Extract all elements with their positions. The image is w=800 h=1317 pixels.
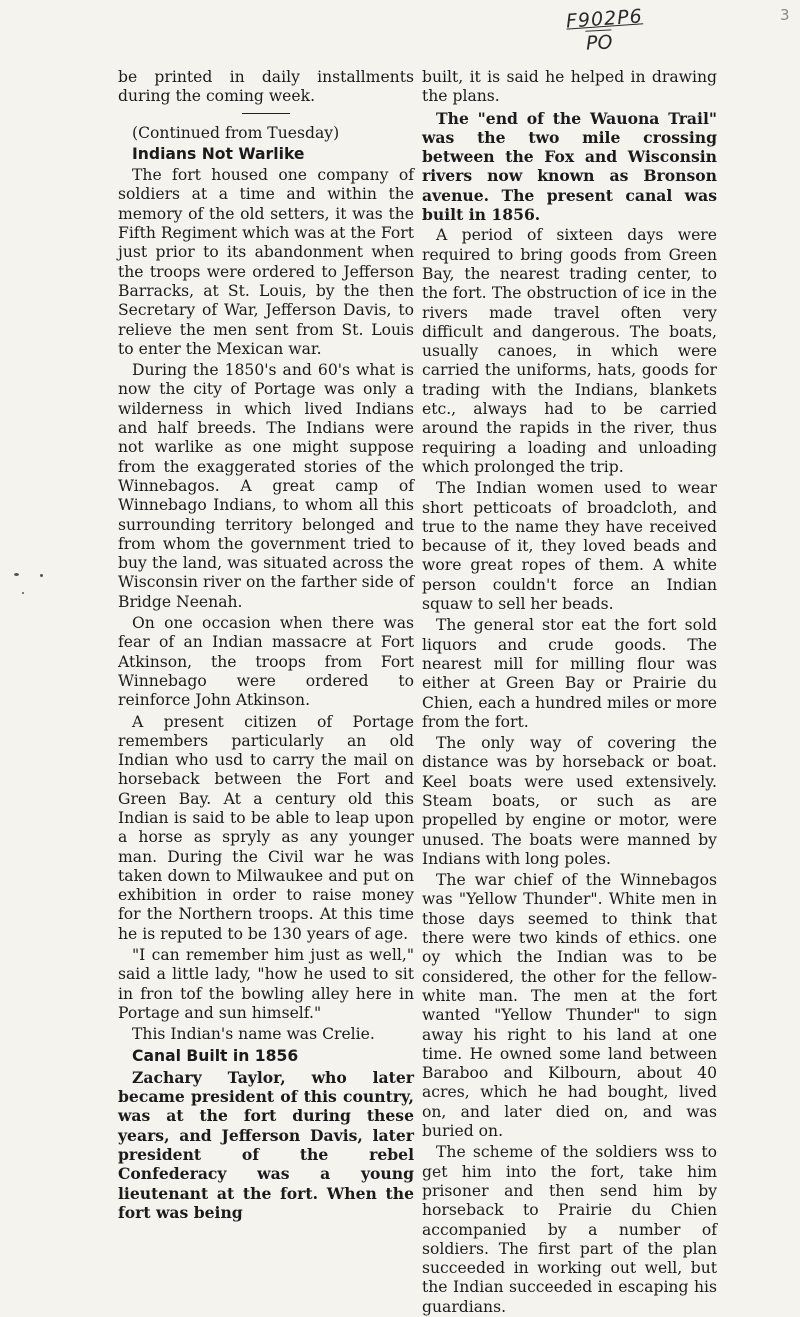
paragraph: On one occasion when there was fear of an Indian massacre at Fort Atkinson, the troops from Fort Winnebago were ordered to reinforce John Atkinson.: [118, 614, 414, 710]
stamp-line-2: PO: [585, 31, 614, 55]
right-column: [422, 68, 717, 1317]
paragraph: A period of sixteen days were required to bring goods from Green Bay, the nearest trading center, to the fort. The obstruction of ice in the rivers made travel often very difficult and dangerous. The boats, usually canoes, in which were carried the uniforms, hats, goods for trading with the Indians, blankets etc., always had to be carried around the rapids in the river, thus requiring a loading and unloading which prolonged the trip.: [422, 226, 717, 476]
subheading-indians-not-warlike: Indians Not Warlike: [132, 144, 305, 163]
stamp-line-1: F902P6: [565, 5, 644, 33]
intro-paragraph: be printed in daily installments during the coming week.: [118, 68, 414, 106]
paragraph: During the 1850's and 60's what is now the city of Portage was only a wilderness in which lived Indians and half breeds. The Indians were not warlike as one might suppose from the exaggerated stories of the Winnebagos. A great camp of Winnebago Indians, to whom all this surrounding territory belonged and from whom the government tried to buy the land, was situated across the Wisconsin river on the farther side of Bridge Neenah.: [118, 361, 414, 611]
continued-note: (Continued from Tuesday): [132, 123, 340, 142]
paragraph: The scheme of the soldiers wss to get him into the fort, take him prisoner and then send him by horseback to Prairie du Chien accompanied by a number of soldiers. The first part of the plan succeeded in working out well, but the Indian succeeded in escaping his guardians.: [422, 1143, 717, 1316]
paragraph: The only way of covering the distance was by horseback or boat. Keel boats were used extensively. Steam boats, or such as are propelled by engine or motor, were unused. The boats were manned by Indians with long poles.: [422, 734, 717, 868]
paragraph: The fort housed one company of soldiers at a time and within the memory of the old setters, it was the Fifth Regiment which was at the Fort just prior to its abandonment when the troops were ordered to Jefferson Barracks, at St. Louis, by the then Secretary of War, Jefferson Davis, to relieve the men sent from St. Louis to enter the Mexican war.: [118, 166, 414, 358]
subheading-canal-built: Canal Built in 1856: [132, 1046, 299, 1065]
corner-mark: 3: [780, 6, 790, 24]
paragraph: Zachary Taylor, who later became president of this country, was at the fort during these years, and Jefferson Davis, later president of the rebel Confederacy was a young lieutenant at the fort. When the fort was being: [118, 1067, 414, 1222]
margin-speck: [40, 574, 43, 577]
paragraph: The "end of the Wauona Trail" was the two mile crossing between the Fox and Wisconsin rivers now known as Bronson avenue. The present canal was built in 1856.: [422, 108, 717, 225]
archive-stamp: [562, 5, 644, 56]
paragraph: A present citizen of Portage remembers particularly an old Indian who usd to carry the mail on horseback between the Fort and Green Bay. At a century old this Indian is said to be able to leap upon a horse as spryly as any younger man. During the Civil war he was taken down to Milwaukee and put on exhibition in order to raise money for the Northern troops. At this time he is reputed to be 130 years of age.: [118, 712, 414, 943]
left-column: [118, 68, 414, 1222]
margin-speck: [14, 573, 19, 576]
paragraph: This Indian's name was Crelie.: [132, 1025, 375, 1044]
section-rule: [242, 113, 290, 114]
paragraph: "I can remember him just as well," said a little lady, "how he used to sit in fron tof the bowling alley here in Portage and sun himself.": [118, 946, 414, 1022]
paragraph: The war chief of the Winnebagos was "Yellow Thunder". White men in those days seemed to think that there were two kinds of ethics. one oy which the Indian was to be considered, the other for the fellow-white man. The men at the fort wanted "Yellow Thunder" to sign away his right to his land at one time. He owned some land between Baraboo and Kilbourn, about 40 acres, which he had bought, lived on, and later died on, and was buried on.: [422, 871, 717, 1141]
paragraph: The Indian women used to wear short petticoats of broadcloth, and true to the name they have received because of it, they loved beads and wore great ropes of them. A white person couldn't force an Indian squaw to sell her beads.: [422, 479, 717, 614]
paragraph: The general stor eat the fort sold liquors and crude goods. The nearest mill for milling flour was either at Green Bay or Prairie du Chien, each a hundred miles or more from the fort.: [422, 616, 717, 731]
margin-speck: [22, 592, 24, 594]
paragraph: built, it is said he helped in drawing the plans.: [422, 68, 717, 106]
